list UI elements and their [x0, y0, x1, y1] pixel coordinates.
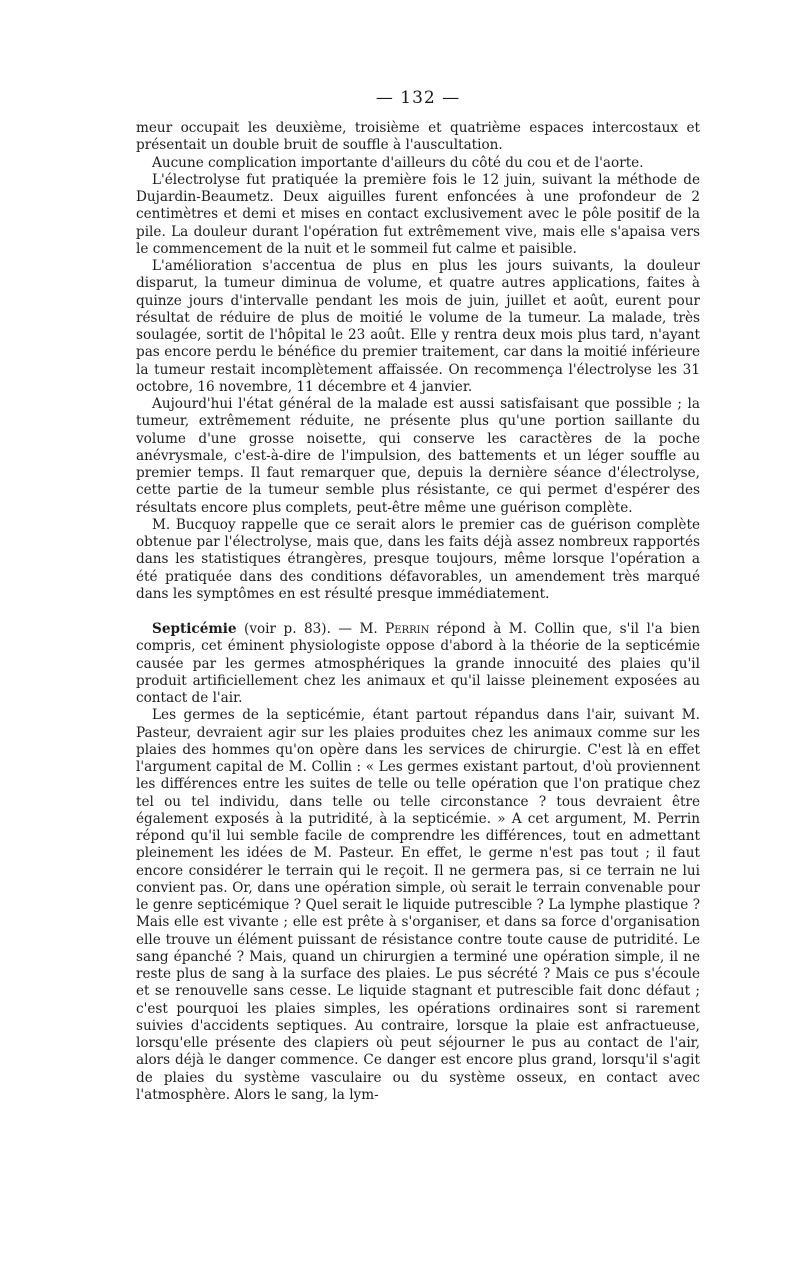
- section-text: répond à M. Collin que, s'il l'a bien compris, cet éminent physiologiste oppose d'abord à la théorie de la septicémie causée par les germes atmosphériques la grande innocuité des plaies qu'il produit artificiellement chez les animaux et qu'il laisse pleinement exposées au contact de l'air.: [136, 621, 701, 706]
- paragraph-6: M. Bucquoy rappelle que ce serait alors le premier cas de guérison complète obtenue par l'électrolyse, mais que, dans les faits déjà assez nombreux rapportés dans les statistiques étrangères, presque toujours, même lorsque l'opération a été pratiquée dans des conditions défavorables, un amendement très marqué dans les symptômes en est résulté presque immédiatement.: [136, 516, 700, 602]
- section-spacer: [136, 603, 700, 621]
- book-page: [136, 88, 700, 1104]
- paragraph-3: L'électrolyse fut pratiquée la première fois le 12 juin, suivant la méthode de Dujardin-Beaumetz. Deux aiguilles furent enfoncées à une profondeur de 2 centimètres et demi et mises en contact exclusivement avec le pôle positif de la pile. La douleur durant l'opération fut extrêmement vive, mais elle s'apaisa vers le commencement de la nuit et le sommeil fut calme et paisible.: [136, 171, 700, 257]
- speaker-name: Perrin: [385, 621, 430, 637]
- page-number: — 132 —: [375, 88, 461, 108]
- paragraph-5: Aujourd'hui l'état général de la malade est aussi satisfaisant que possible ; la tumeur, extrêmement réduite, ne présente plus qu'une portion saillante du volume d'une grosse noisette, qui conserve les caractères de la poche anévrysmale, c'est-à-dire de l'impulsion, des battements et un léger souffle au premier temps. Il faut remarquer que, depuis la dernière séance d'électrolyse, cette partie de la tumeur semble plus résistante, ce qui permet d'espérer des résultats encore plus complets, peut-être même une guérison complète.: [136, 396, 700, 516]
- paragraph-4: L'amélioration s'accentua de plus en plus les jours suivants, la douleur disparut, la tumeur diminua de volume, et quatre autres applications, faites à quinze jours d'intervalle pendant les mois de juin, juillet et août, eurent pour résultat de réduire de plus de moitié le volume de la tumeur. La malade, très soulagée, sortit de l'hôpital le 23 août. Elle y rentra deux mois plus tard, n'ayant pas encore perdu le bénéfice du premier traitement, car dans la moitié inférieure la tumeur restait incomplètement affaissée. On recommença l'électrolyse les 31 octobre, 16 novembre, 11 décembre et 4 janvier.: [136, 258, 700, 395]
- section-paragraph: [136, 621, 700, 707]
- section-reference: (voir p. 83). — M.: [236, 621, 386, 637]
- section-title: Septicémie: [152, 621, 237, 637]
- paragraph-2: Aucune complication importante d'ailleurs du côté du cou et de l'aorte.: [152, 154, 644, 171]
- closing-paragraph: Les germes de la septicémie, étant partout répandus dans l'air, suivant M. Pasteur, devraient agir sur les plaies produites chez les animaux comme sur les plaies des hommes qu'on opère dans les services de chirurgie. C'est là en effet l'argument capital de M. Collin : « Les germes existant partout, d'où proviennent les différences entre les suites de telle ou telle opération que l'on pratique chez tel ou tel individu, dans telle ou telle circonstance ? tous devraient être également exposés à la putridité, à la septicémie. » A cet argument, M. Perrin répond qu'il lui semble facile de comprendre les différences, tout en admettant pleinement les idées de M. Pasteur. En effet, le germe n'est pas tout ; il faut encore considérer le terrain qui le reçoit. Il ne germera pas, si ce terrain ne lui convient pas. Or, dans une opération simple, où serait le terrain convenable pour le genre septicémique ? Quel serait le liquide putrescible ? La lymphe plastique ? Mais elle est vivante ; elle est prête à s'organiser, et dans sa force d'organisation elle trouve un élément puissant de résistance contre toute cause de putridité. Le sang épanché ? Mais, quand un chirurgien a terminé une opération simple, il ne reste plus de sang à la surface des plaies. Le pus sécrété ? Mais ce pus s'écoule et se renouvelle sans cesse. Le liquide stagnant et putrescible fait donc défaut ; c'est pourquoi les plaies simples, les opérations ordinaires sont si rarement suivies d'accidents septiques. Au contraire, lorsque la plaie est anfractueuse, lorsqu'elle présente des clapiers où peut séjourner le pus au contact de l'air, alors déjà le danger commence. Ce danger est encore plus grand, lorsqu'il s'agit de plaies du système vasculaire ou du système osseux, en contact avec l'atmosphère. Alors le sang, la lym-: [136, 707, 700, 1103]
- paragraph-1: meur occupait les deuxième, troisième et quatrième espaces intercostaux et présentait un double bruit de souffle à l'auscultation.: [136, 120, 700, 154]
